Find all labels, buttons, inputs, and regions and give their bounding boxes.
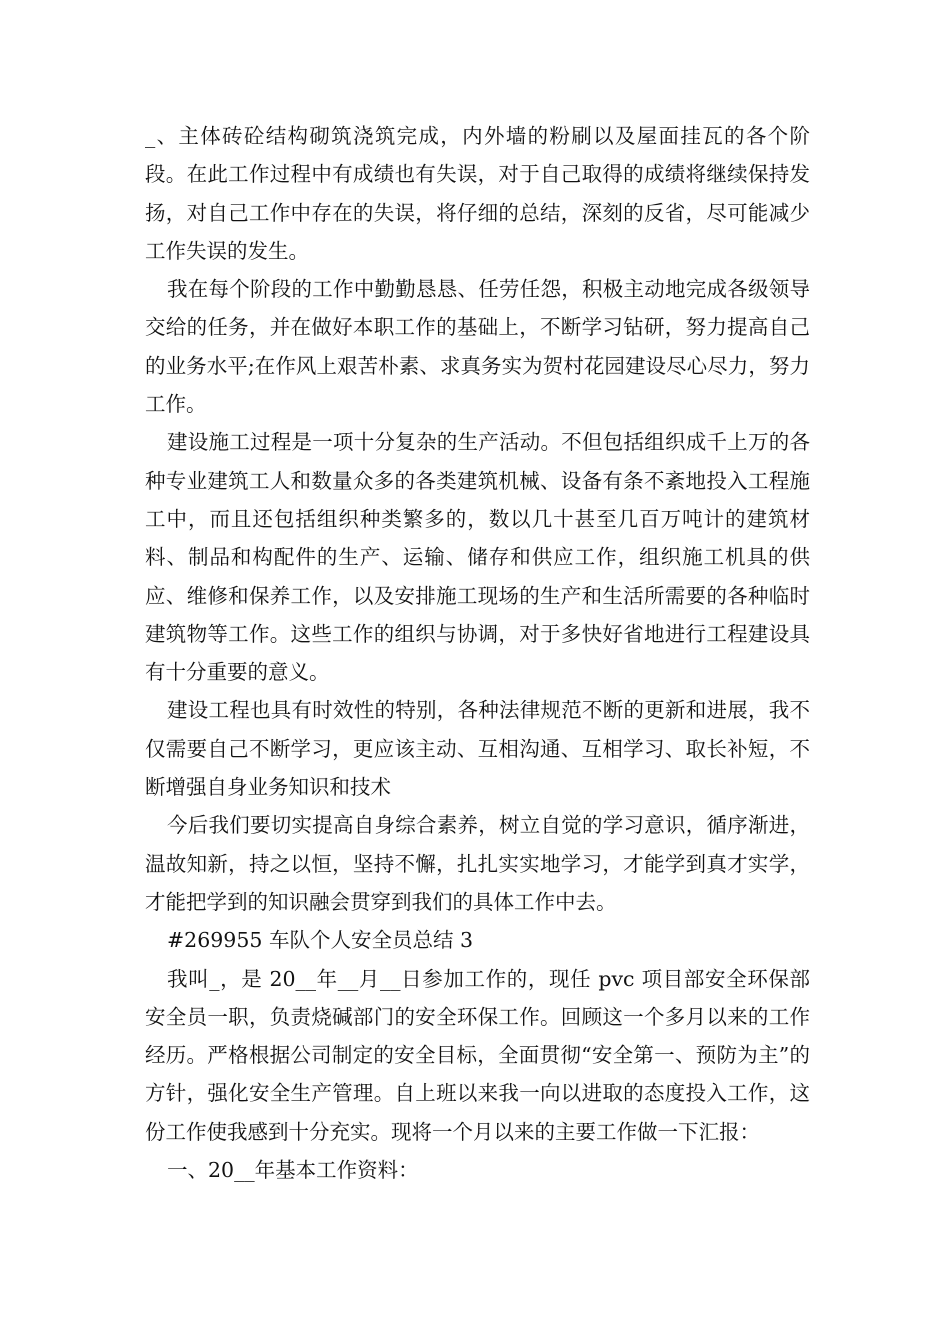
document-body (145, 117, 810, 1189)
paragraph-4: 建设工程也具有时效性的特别，各种法律规范不断的更新和进展，我不仅需要自己不断学习，更应该主动、互相沟通、互相学习、取长补短，不断增强自身业务知识和技术 (145, 698, 810, 800)
paragraph-1: _、主体砖砼结构砌筑浇筑完成，内外墙的粉刷以及屋面挂瓦的各个阶段。在此工作过程中有成绩也有失误，对于自己取得的成绩将继续保持发扬，对自己工作中存在的失误，将仔细的总结，深刻的反省，尽可能减少工作失误的发生。 (145, 124, 810, 263)
paragraph-3: 建设施工过程是一项十分复杂的生产活动。不但包括组织成千上万的各种专业建筑工人和数量众多的各类建筑机械、设备有条不紊地投入工程施工中，而且还包括组织种类繁多的，数以几十甚至几百万吨计的建筑材料、制品和构配件的生产、运输、储存和供应工作，组织施工机具的供应、维修和保养工作，以及安排施工现场的生产和生活所需要的各种临时建筑物等工作。这些工作的组织与协调，对于多快好省地进行工程建设具有十分重要的意义。 (145, 430, 810, 685)
paragraph-6: 我叫_，是 20__年__月__日参加工作的，现任 pvc 项目部安全环保部安全员一职，负责烧碱部门的安全环保工作。回顾这一个多月以来的工作经历。严格根据公司制定的安全目标，全面贯彻“安全第一、预防为主”的方针，强化安全生产管理。自上班以来我一向以进取的态度投入工作，这份工作使我感到十分充实。现将一个月以来的主要工作做一下汇报： (145, 966, 810, 1144)
paragraph-5: 今后我们要切实提高自身综合素养，树立自觉的学习意识，循序渐进，温故知新，持之以恒，坚持不懈，扎扎实实地学习，才能学到真才实学，才能把学到的知识融会贯穿到我们的具体工作中去。 (145, 813, 810, 914)
paragraph-2: 我在每个阶段的工作中勤勤恳恳、任劳任怨，积极主动地完成各级领导交给的任务，并在做好本职工作的基础上，不断学习钻研，努力提高自己的业务水平;在作风上艰苦朴素、求真务实为贺村花园建设尽心尽力，努力工作。 (145, 277, 810, 417)
subsection-heading: 一、20__年基本工作资料： (167, 1158, 419, 1183)
section-heading: #269955 车队个人安全员总结 3 (167, 928, 474, 953)
